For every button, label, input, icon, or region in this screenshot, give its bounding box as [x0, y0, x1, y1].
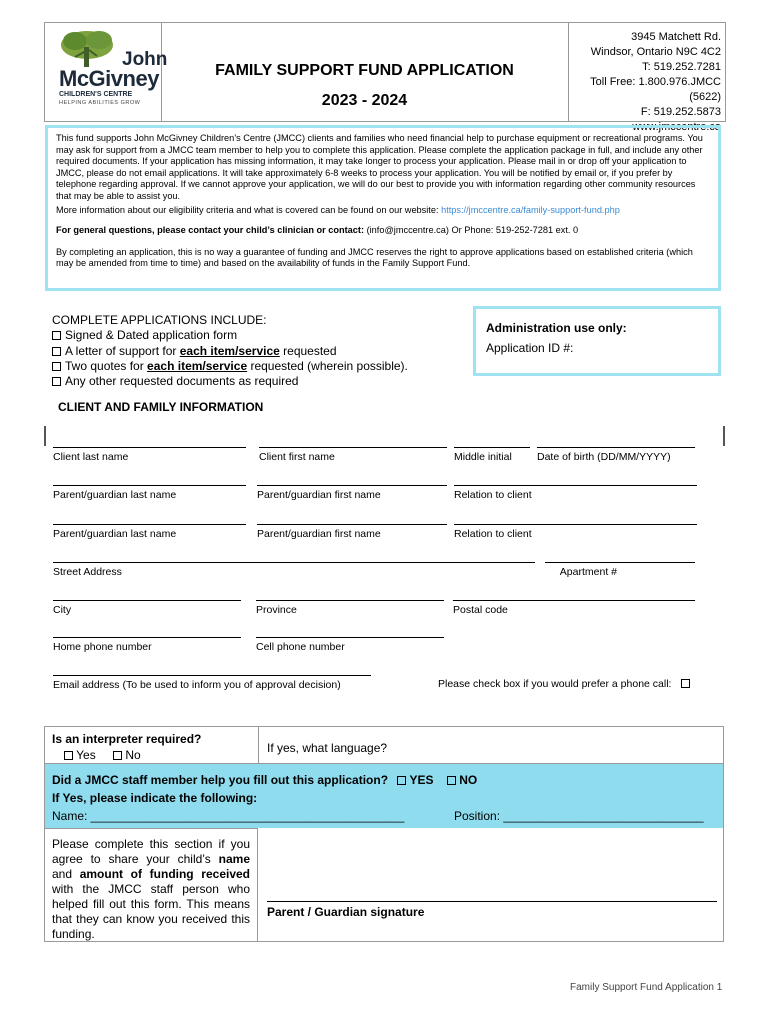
staff-question-line	[52, 773, 477, 787]
requirements-checklist	[52, 313, 408, 389]
staff-yes-checkbox[interactable]	[397, 776, 406, 785]
client-first-name-field[interactable]	[259, 447, 447, 463]
parent2-last-name-field[interactable]	[53, 524, 246, 540]
consent-part: and	[52, 867, 80, 881]
address-line: Windsor, Ontario N9C 4C2	[590, 46, 721, 58]
phone-call-checkbox[interactable]	[681, 679, 690, 688]
checklist-item	[52, 328, 408, 343]
apartment-field[interactable]	[545, 562, 695, 578]
signature-label: Parent / Guardian signature	[267, 905, 425, 919]
parent-last-name-field[interactable]	[53, 485, 246, 501]
consent-part: Please complete this section if you agree to share your child’s	[52, 837, 250, 866]
bottom-table	[44, 726, 724, 942]
field-label: Parent/guardian last name	[53, 489, 177, 501]
checklist-heading: COMPLETE APPLICATIONS INCLUDE:	[52, 313, 267, 327]
field-label: Date of birth (DD/MM/YYYY)	[537, 451, 671, 463]
contact-info: (info@jmccentre.ca) Or Phone: 519-252-7281 ext. 0	[364, 225, 579, 236]
intro-website-text: More information about our eligibility criteria and what is covered can be found on our website:	[56, 204, 442, 215]
address-line: www.jmccentre.ca	[632, 121, 721, 133]
logo-tagline: HELPING ABILITIES GROW	[59, 100, 141, 106]
checklist-item	[52, 374, 408, 389]
address-line: T: 519.252.7281	[642, 61, 721, 73]
home-phone-field[interactable]	[53, 637, 241, 653]
application-id-label: Application ID #:	[486, 341, 574, 355]
admin-title: Administration use only:	[486, 321, 627, 335]
checkbox[interactable]	[52, 347, 61, 356]
header-box	[44, 22, 726, 133]
checklist-label: A letter of support for	[65, 343, 180, 358]
relation-field[interactable]	[454, 485, 697, 501]
consent-text	[45, 828, 258, 941]
field-label: Parent/guardian last name	[53, 528, 177, 540]
logo-text-john: John	[122, 49, 168, 70]
field-label: Client last name	[53, 451, 129, 463]
interpreter-no-checkbox[interactable]	[113, 751, 122, 760]
checkbox[interactable]	[52, 331, 61, 340]
checklist-label: Signed & Dated application form	[65, 328, 238, 343]
field-label: Client first name	[259, 451, 335, 463]
date-of-birth-field[interactable]	[537, 447, 695, 463]
email-field[interactable]	[53, 675, 371, 691]
page-footer: Family Support Fund Application 1	[570, 982, 723, 993]
checklist-emphasis: each item/service	[179, 343, 280, 358]
consent-bold: amount of funding received	[79, 867, 251, 881]
checklist-emphasis: each item/service	[147, 358, 248, 373]
intro-paragraph: This fund supports John McGivney Children’s Centre (JMCC) clients and families who need financial help to purchase equipment or recreational programs. You may ask for support from a JMCC team member to help you to complete this application. Please complete the application package in full, and include any other required documents. If your application has missing information, it may take longer to process your application. Please mail in or drop off your application to JMCC, please do not email applications. It will take approximately 6-8 weeks to process your application. You will be notified by email or, if you prefer by telephone regarding approval. If we cannot approve your application, we will do our best to provide you with information regarding other community resources that may be able to assist you.	[56, 133, 703, 201]
staff-position-field[interactable]: Position: ______________________________	[454, 809, 704, 823]
logo-text-mcgivney: McGivney	[59, 66, 159, 91]
checkbox[interactable]	[52, 377, 61, 386]
no-label: No	[125, 748, 141, 762]
interpreter-yes-checkbox[interactable]	[64, 751, 73, 760]
city-field[interactable]	[53, 600, 241, 616]
logo	[45, 23, 168, 121]
checklist-item	[52, 359, 408, 374]
contact-bold: For general questions, please contact your child’s clinician or contact:	[56, 225, 365, 236]
client-last-name-field[interactable]	[53, 447, 246, 463]
checklist-item	[52, 344, 408, 359]
parent2-first-name-field[interactable]	[257, 524, 447, 540]
field-label: Street Address	[53, 566, 122, 578]
if-yes-label: If Yes, please indicate the following:	[52, 791, 258, 805]
field-label: Email address (To be used to inform you of approval decision)	[53, 679, 341, 691]
staff-name-field[interactable]: Name: _______________________________________________	[52, 809, 405, 823]
yes-label: YES	[409, 773, 434, 787]
address-line: F: 519.252.5873	[640, 106, 721, 118]
field-label: Home phone number	[53, 641, 152, 653]
phone-preference	[438, 675, 690, 690]
website-link[interactable]: https://jmccentre.ca/family-support-fund.php	[441, 204, 620, 215]
parent-first-name-field[interactable]	[257, 485, 447, 501]
field-label: Postal code	[453, 604, 508, 616]
field-label: City	[53, 604, 72, 616]
field-label: Parent/guardian first name	[257, 489, 381, 501]
field-label: Parent/guardian first name	[257, 528, 381, 540]
postal-code-field[interactable]	[453, 600, 695, 616]
checklist-label: Any other requested documents as required	[65, 374, 299, 389]
section-divider	[44, 426, 46, 446]
interpreter-question: Is an interpreter required?	[52, 732, 202, 746]
form-years: 2023 - 2024	[321, 92, 408, 109]
section-divider	[723, 426, 725, 446]
intro-contact-line	[56, 225, 710, 237]
no-label: NO	[459, 773, 478, 787]
yes-label: Yes	[76, 748, 96, 762]
field-label: Middle initial	[454, 451, 512, 463]
intro-website-line	[56, 205, 710, 217]
checklist-label: requested (wherein possible).	[247, 358, 408, 373]
field-label: Relation to client	[454, 528, 532, 540]
signature-line[interactable]	[267, 901, 717, 902]
field-label: Relation to client	[454, 489, 532, 501]
field-label: Cell phone number	[256, 641, 345, 653]
field-label: Apartment #	[559, 566, 617, 578]
address-line: 3945 Matchett Rd.	[631, 31, 721, 43]
form-title: FAMILY SUPPORT FUND APPLICATION	[215, 62, 514, 79]
field-label: Please check box if you would prefer a phone call:	[438, 678, 672, 690]
staff-question: Did a JMCC staff member help you fill out this application?	[52, 773, 389, 787]
cell-phone-field[interactable]	[256, 637, 444, 653]
address-line: Toll Free: 1.800.976.JMCC (5622)	[590, 76, 721, 103]
section-title: CLIENT AND FAMILY INFORMATION	[58, 400, 264, 414]
checkbox[interactable]	[52, 362, 61, 371]
field-label: Province	[256, 604, 297, 616]
title-cell	[161, 23, 569, 121]
checklist-label: requested	[279, 343, 337, 358]
contact-address	[568, 23, 725, 133]
staff-no-checkbox[interactable]	[447, 776, 456, 785]
province-field[interactable]	[256, 600, 444, 616]
intro-box	[45, 125, 721, 291]
street-address-field[interactable]	[53, 562, 535, 578]
interpreter-cell	[45, 727, 259, 763]
relation2-field[interactable]	[454, 524, 697, 540]
tree-logo-icon	[57, 27, 127, 69]
intro-disclaimer: By completing an application, this is no way a guarantee of funding and JMCC reserves the right to approve applications based on established criteria (which may be amended from time to time) and based on the availability of funds in the Family Support Fund.	[56, 246, 693, 269]
admin-box	[473, 306, 721, 376]
language-question[interactable]: If yes, what language?	[267, 741, 388, 755]
consent-part: with the JMCC staff person who helped fill out this form. This means that they can know you received this funding.	[52, 882, 250, 941]
middle-initial-field[interactable]	[454, 447, 530, 463]
staff-help-row	[45, 763, 723, 828]
checklist-label: Two quotes for	[65, 358, 148, 373]
interpreter-options	[64, 748, 141, 762]
consent-bold: name	[218, 852, 250, 866]
logo-text-childrens-centre: CHILDREN'S CENTRE	[59, 91, 133, 98]
